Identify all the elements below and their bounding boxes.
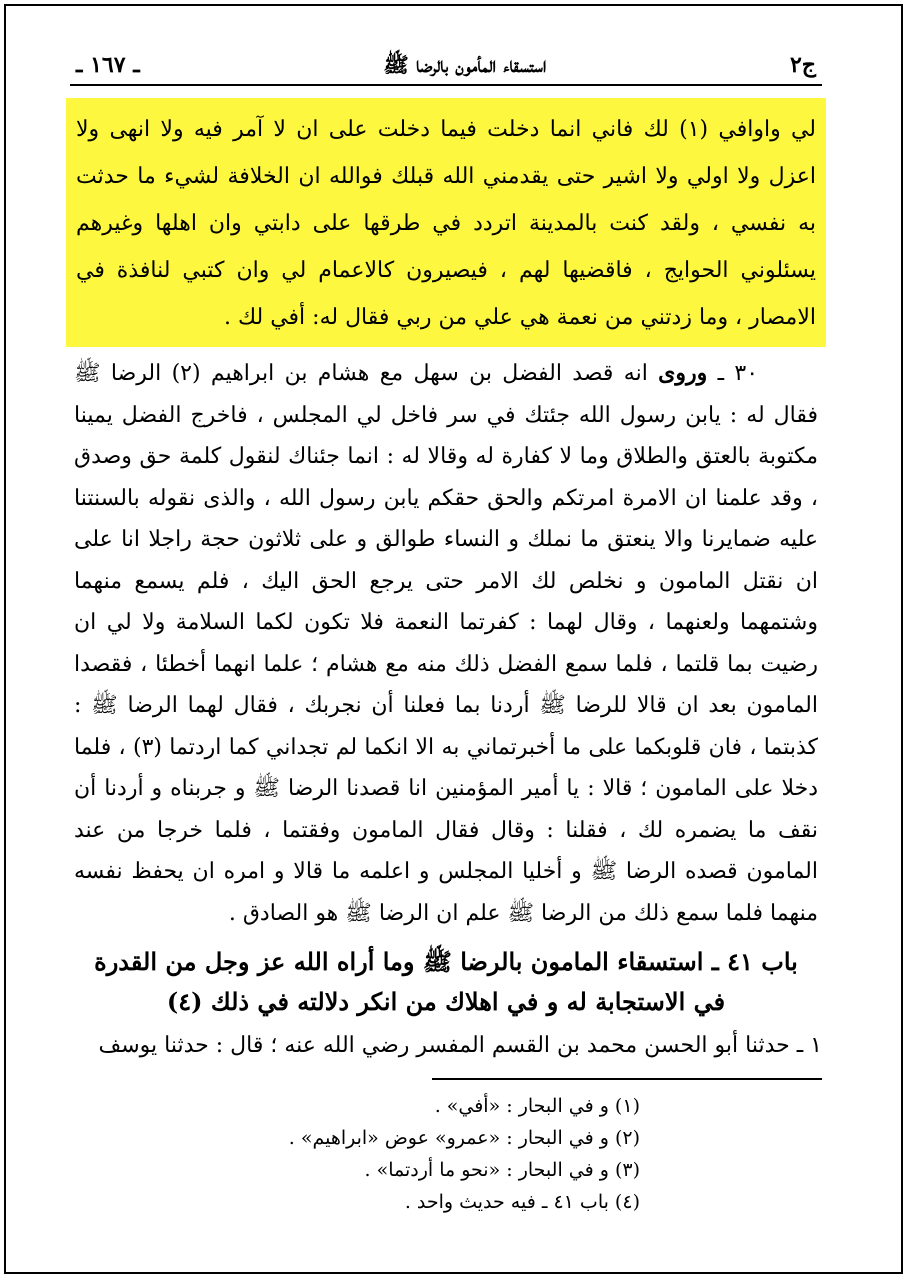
chapter-line-2: في الاستجابة له و في اهلاك من انكر دلالته في ذلك (٤) bbox=[166, 987, 726, 1016]
header-divider bbox=[70, 84, 822, 86]
hadith-number: ٣٠ ـ bbox=[717, 361, 759, 386]
chapter-line-1: باب ٤١ ـ استسقاء المامون بالرضا ﷺ وما أراه الله عز وجل من القدرة bbox=[94, 947, 798, 976]
footnote-4: (٤) باب ٤١ ـ فيه حديث واحد . bbox=[404, 1191, 640, 1213]
footnote-divider bbox=[432, 1078, 822, 1080]
hadith-30 bbox=[70, 347, 822, 934]
hadith-text: انه قصد الفضل بن سهل مع هشام بن ابراهيم (٢) الرضا ﷺ فقال له : يابن رسول الله جئتك في سر فاخل لي المجلس ، فاخرج الفضل يمينا مكتوبة بالعتق والطلاق وما لا كفارة له وقالا له : انما جئناك لنقول كلمة حق وصدق ، وقد علمنا ان الامرة امرتكم والحق حقكم يابن رسول الله ، والذى نقوله بالسنتنا عليه ضمايرنا والا ينعتق ما نملك و النساء طوالق و على ثلاثون حجة راجلا انا على ان نقتل المامون و نخلص لك الامر حتى يرجع الحق اليك ، فلم يسمع منهما وشتمهما ولعنهما ، وقال لهما : كفرتما النعمة فلا تكون لكما السلامة ولا لي ان رضيت بما قلتما ، فلما سمع الفضل ذلك منه مع هشام ؛ علما انهما أخطئا ، فقصدا المامون بعد ان قالا للرضا ﷺ أردنا بما فعلنا أن نجربك ، فقال لهما الرضا ﷺ : كذبتما ، فان قلوبكما على ما أخبرتماني به الا انكما لم تجداني كما اردتما (٣) ، فلما دخلا على المامون ؛ قالا : يا أمير المؤمنين انا قصدنا الرضا ﷺ و جربناه و أردنا أن نقف ما يضمره لك ، فقلنا : وقال فقال المامون وفقتما ، فلما خرجا من عند المامون قصده الرضا ﷺ و أخليا المجلس و اعلمه ما قالا و امره ان يحفظ نفسه منهما فلما سمع ذلك من الرضا ﷺ علم ان الرضا ﷺ هو الصادق . bbox=[74, 361, 818, 926]
chapter-heading bbox=[70, 942, 822, 1022]
running-header bbox=[70, 52, 822, 92]
hadith-1-opening: ١ ـ حدثنا أبو الحسن محمد بن القسم المفسر رضي الله عنه ؛ قال : حدثنا يوسف bbox=[98, 1033, 822, 1058]
hadith-intro: وروى bbox=[658, 360, 708, 386]
footnotes bbox=[70, 1090, 822, 1218]
volume-label: ج٢ bbox=[789, 52, 816, 78]
footnote-3: (٣) و في البحار : «نحو ما أردتما» . bbox=[364, 1159, 640, 1181]
footnote-2: (٢) و في البحار : «عمرو» عوض «ابراهيم» . bbox=[288, 1127, 640, 1149]
highlighted-passage: لي واوافي (١) لك فاني انما دخلت فيما دخلت على ان لا آمر فيه ولا انهى ولا اعزل ولا اولي ولا اشير حتى يقدمني الله قبلك فوالله ان الخلافة لشيء ما حدثت به نفسي ، ولقد كنت بالمدينة اتردد في طرقها على دابتي وان اهلها وغيرهم يسئلوني الحوايج ، فاقضيها لهم ، فيصيرون كالاعمام لي وان كتبي لنافذة في الامصار ، وما زدتني من نعمة هي علي من ربي فقال له: أفي لك . bbox=[66, 98, 826, 347]
page-number: ـ ١٦٧ ـ bbox=[76, 52, 140, 78]
book-page bbox=[70, 52, 822, 1218]
footnote-1: (١) و في البحار : «أفي» . bbox=[434, 1095, 640, 1117]
header-title: استسقاء المأمون بالرضا ﷺ bbox=[383, 52, 547, 77]
